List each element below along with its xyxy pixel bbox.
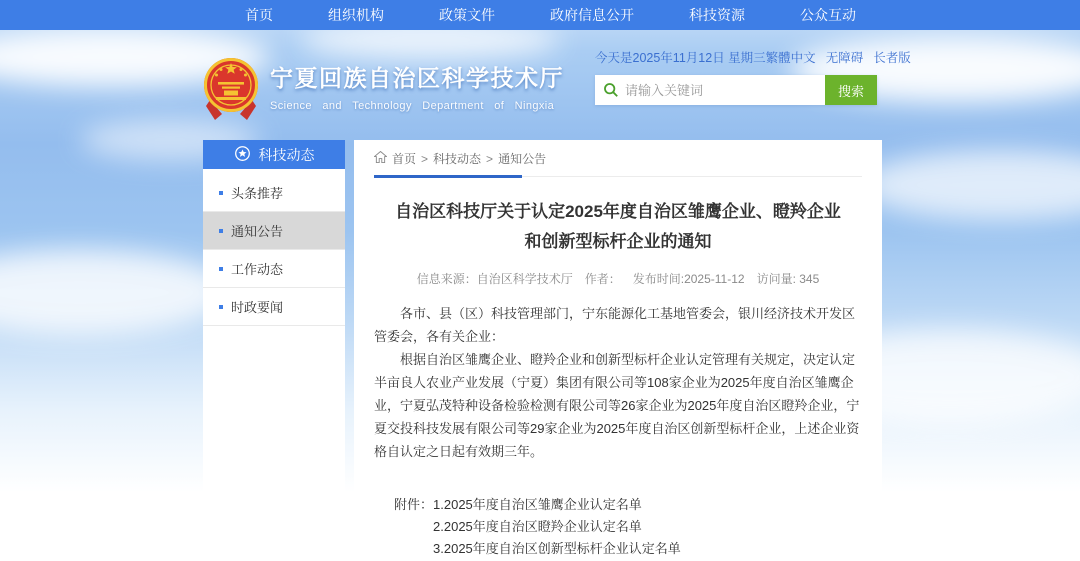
article-meta bbox=[374, 270, 862, 287]
attachments-label: 附件： bbox=[394, 497, 434, 513]
breadcrumb-tech-news[interactable]: 科技动态 bbox=[433, 152, 482, 166]
content-area bbox=[203, 140, 882, 556]
breadcrumb-home[interactable]: 首页 bbox=[392, 152, 417, 166]
breadcrumb-notices[interactable]: 通知公告 bbox=[498, 152, 547, 166]
sidebar-item-work-news[interactable] bbox=[203, 250, 345, 288]
sidebar-menu bbox=[203, 169, 345, 326]
search-bar bbox=[595, 75, 877, 105]
home-icon bbox=[374, 151, 387, 166]
sidebar-item-label: 通知公告 bbox=[231, 224, 284, 239]
national-emblem-logo[interactable] bbox=[202, 54, 260, 126]
attachment-link-benchmark-list[interactable]: 3.2025年度自治区创新型标杆企业认定名单 bbox=[433, 540, 681, 556]
attachments-list bbox=[433, 495, 681, 560]
nav-item-organization[interactable]: 组织机构 bbox=[328, 7, 384, 23]
site-name-english: Science and Technology Department of Ningxia bbox=[270, 100, 555, 112]
sidebar-header[interactable] bbox=[203, 140, 345, 169]
date-row bbox=[595, 48, 911, 66]
cloud bbox=[860, 150, 1080, 220]
nav-item-interaction[interactable]: 公众互动 bbox=[800, 7, 856, 23]
nav-item-gov-info[interactable]: 政府信息公开 bbox=[550, 7, 634, 23]
attachments-block bbox=[394, 495, 862, 560]
article-title: 自治区科技厅关于认定2025年度自治区雏鹰企业、瞪羚企业和创新型标杆企业的通知 bbox=[395, 202, 841, 251]
today-date-text: 今天是2025年11月12日 星期三 bbox=[595, 51, 766, 65]
sidebar-item-label: 头条推荐 bbox=[231, 186, 284, 201]
sidebar-item-notices[interactable] bbox=[203, 212, 345, 250]
meta-publish-time: 发布时间:2025-11-12 bbox=[632, 271, 745, 286]
link-traditional-chinese[interactable]: 繁體中文 bbox=[765, 51, 816, 65]
breadcrumb-separator: > bbox=[486, 151, 494, 166]
attachment-link-gazelle-list[interactable]: 2.2025年度自治区瞪羚企业认定名单 bbox=[433, 519, 642, 535]
sidebar-item-label: 工作动态 bbox=[231, 262, 284, 277]
link-elderly-version[interactable]: 长者版 bbox=[873, 51, 911, 65]
breadcrumb bbox=[374, 150, 862, 167]
nav-item-resources[interactable]: 科技资源 bbox=[689, 7, 745, 23]
search-icon bbox=[603, 82, 619, 103]
article-paragraph: 根据自治区雏鹰企业、瞪羚企业和创新型标杆企业认定管理有关规定，决定认定半亩良人农业产业发展（宁夏）集团有限公司等108家企业为2025年度自治区雏鹰企业，宁夏弘茂特种设备检验检测有限公司等26家企业为2025年度自治区瞪羚企业，宁夏交投科技发展有限公司等29家企业为2025年度自治区创新型标杆企业，上述企业资格自认定之日起有效期三年。 bbox=[374, 351, 860, 460]
site-name-chinese: 宁夏回族自治区科学技术厅 bbox=[270, 65, 564, 91]
cloud bbox=[0, 250, 230, 335]
quick-links bbox=[766, 48, 911, 66]
breadcrumb-wrap bbox=[374, 150, 862, 177]
search-input-wrap bbox=[595, 75, 825, 105]
meta-visits: 访问量: 345 bbox=[756, 271, 820, 286]
site-title-block bbox=[270, 60, 564, 112]
meta-source: 信息来源：自治区科学技术厅 bbox=[416, 271, 573, 286]
search-input[interactable] bbox=[595, 75, 825, 105]
meta-author: 作者： bbox=[584, 271, 621, 286]
search-button[interactable]: 搜索 bbox=[825, 75, 877, 105]
attachment-link-eagle-list[interactable]: 1.2025年度自治区雏鹰企业认定名单 bbox=[433, 497, 642, 513]
article-paragraph: 各市、县（区）科技管理部门，宁东能源化工基地管委会，银川经济技术开发区管委会，各有关企业： bbox=[374, 305, 856, 344]
nav-item-policy[interactable]: 政策文件 bbox=[439, 7, 495, 23]
article-body bbox=[374, 302, 862, 464]
sidebar-item-label: 时政要闻 bbox=[231, 300, 284, 315]
sidebar bbox=[203, 140, 345, 513]
header-right-block bbox=[595, 48, 911, 105]
star-circle-icon bbox=[234, 145, 251, 165]
sidebar-item-headlines[interactable] bbox=[203, 174, 345, 212]
sidebar-item-politics-news[interactable] bbox=[203, 288, 345, 326]
bullet-icon bbox=[219, 267, 223, 271]
nav-item-home[interactable]: 首页 bbox=[245, 7, 273, 23]
bullet-icon bbox=[219, 229, 223, 233]
site-header bbox=[0, 42, 1080, 140]
bullet-icon bbox=[219, 305, 223, 309]
sidebar-title: 科技动态 bbox=[258, 146, 315, 163]
link-accessibility[interactable]: 无障碍 bbox=[825, 51, 864, 65]
breadcrumb-separator: > bbox=[421, 151, 429, 166]
bullet-icon bbox=[219, 191, 223, 195]
main-panel bbox=[354, 140, 882, 556]
top-navigation bbox=[0, 0, 1080, 30]
